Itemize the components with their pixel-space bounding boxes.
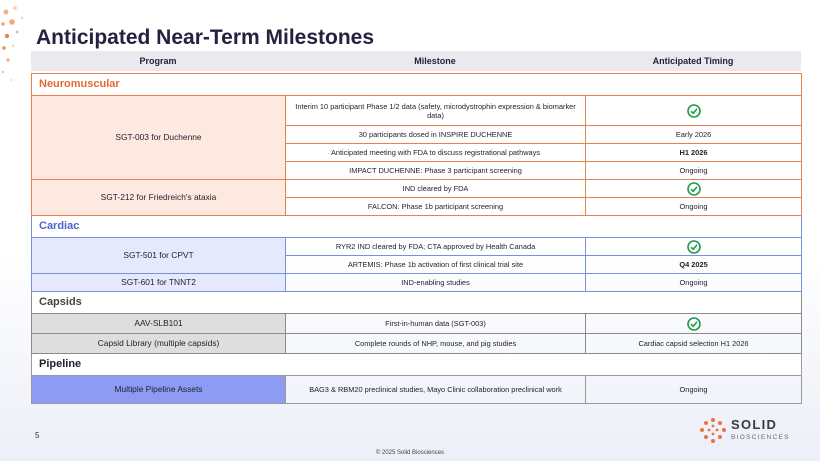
timing-cell: Ongoing	[586, 162, 802, 180]
column-header-milestone: Milestone	[414, 56, 456, 66]
section-label-neuromuscular: Neuromuscular	[32, 74, 802, 96]
program-cell: SGT-601 for TNNT2	[32, 274, 286, 292]
milestone-cell: ARTEMIS: Phase 1b activation of first clinical trial site	[286, 256, 586, 274]
table-row	[32, 96, 802, 126]
program-cell: AAV-SLB101	[32, 314, 286, 334]
program-cell: SGT-212 for Friedreich's ataxia	[32, 180, 286, 216]
timing-cell: Cardiac capsid selection H1 2026	[586, 334, 802, 354]
table-header	[31, 51, 801, 71]
table-row	[32, 376, 802, 404]
milestone-cell: 30 participants dosed in INSPIRE DUCHENNE	[286, 126, 586, 144]
milestone-cell: IND cleared by FDA	[286, 180, 586, 198]
program-cell: SGT-501 for CPVT	[32, 238, 286, 274]
copyright-footer: © 2025 Solid Biosciences	[375, 450, 445, 456]
check-icon	[687, 182, 701, 196]
milestone-cell: BAG3 & RBM20 preclinical studies, Mayo Clinic collaboration preclinical work	[286, 376, 586, 404]
timing-cell	[586, 96, 802, 126]
section-cardiac	[32, 216, 802, 292]
timing-cell	[586, 314, 802, 334]
timing-cell	[586, 180, 802, 198]
timing-cell: Early 2026	[586, 126, 802, 144]
check-icon	[687, 240, 701, 254]
table-row	[32, 274, 802, 292]
milestone-cell: Complete rounds of NHP, mouse, and pig studies	[286, 334, 586, 354]
logo-subtitle: BIOSCIENCES	[731, 434, 790, 441]
section-capsids	[32, 292, 802, 354]
table-row	[32, 238, 802, 256]
timing-cell: Q4 2025	[586, 256, 802, 274]
column-header-timing: Anticipated Timing	[652, 56, 734, 66]
program-cell: Multiple Pipeline Assets	[32, 376, 286, 404]
milestone-cell: IMPACT DUCHENNE: Phase 3 participant screening	[286, 162, 586, 180]
page-title: Anticipated Near-Term Milestones	[36, 26, 375, 49]
timing-cell: Ongoing	[586, 274, 802, 292]
table-row	[32, 180, 802, 198]
timing-cell: Ongoing	[586, 198, 802, 216]
column-header-program: Program	[139, 56, 177, 66]
milestone-cell: RYR2 IND cleared by FDA; CTA approved by Health Canada	[286, 238, 586, 256]
table-row	[32, 314, 802, 334]
section-neuromuscular	[32, 74, 802, 216]
section-label-pipeline: Pipeline	[32, 354, 802, 376]
check-icon	[687, 317, 701, 331]
timing-cell: Ongoing	[586, 376, 802, 404]
milestones-table	[31, 73, 802, 404]
milestone-cell: Interim 10 participant Phase 1/2 data (safety, microdystrophin expression & biomarker data)	[286, 96, 586, 126]
program-cell: Capsid Library (multiple capsids)	[32, 334, 286, 354]
section-label-capsids: Capsids	[32, 292, 802, 314]
section-label-cardiac: Cardiac	[32, 216, 802, 238]
milestone-cell: Anticipated meeting with FDA to discuss registrational pathways	[286, 144, 586, 162]
page-number: 5	[35, 431, 40, 440]
milestone-cell: FALCON: Phase 1b participant screening	[286, 198, 586, 216]
milestone-cell: First-in-human data (SGT-003)	[286, 314, 586, 334]
timing-cell: H1 2026	[586, 144, 802, 162]
section-pipeline	[32, 354, 802, 404]
timing-cell	[586, 238, 802, 256]
milestone-cell: IND-enabling studies	[286, 274, 586, 292]
logo-wordmark: SOLID	[731, 417, 778, 432]
program-cell: SGT-003 for Duchenne	[32, 96, 286, 180]
check-icon	[687, 104, 701, 118]
table-row	[32, 334, 802, 354]
